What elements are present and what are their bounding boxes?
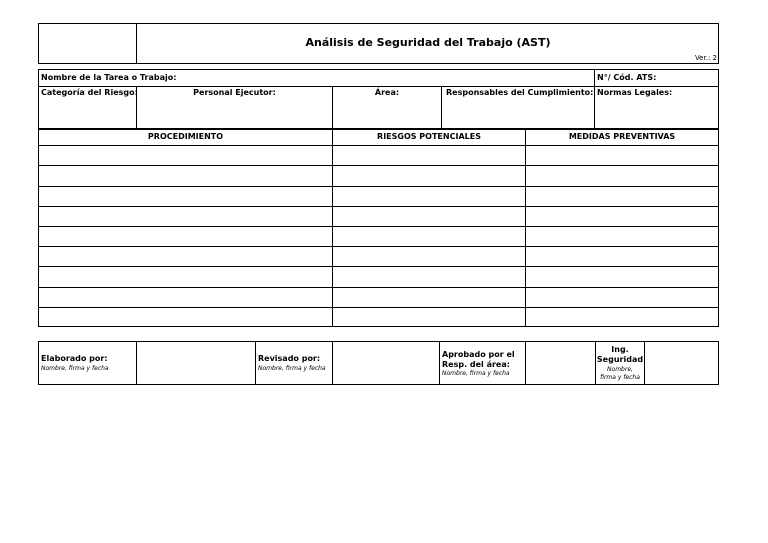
column-header-measures: MEDIDAS PREVENTIVAS bbox=[568, 132, 676, 141]
approved-by-hint: Nombre, firma y fecha bbox=[442, 370, 510, 377]
safety-engineer-hint-line2: firma y fecha bbox=[600, 374, 640, 381]
safety-engineer-label-line2: Seguridad bbox=[596, 355, 644, 364]
executor-label: Personal Ejecutor: bbox=[193, 88, 276, 97]
prepared-by-hint: Nombre, firma y fecha bbox=[41, 365, 109, 372]
area-label: Área: bbox=[374, 88, 400, 97]
safety-engineer-label-line1: Ing. bbox=[611, 345, 629, 354]
task-name-label: Nombre de la Tarea o Trabajo: bbox=[41, 73, 177, 82]
task-info-block bbox=[38, 69, 719, 129]
column-header-procedure: PROCEDIMIENTO bbox=[147, 132, 224, 141]
risk-category-label: Categoría del Riesgo: bbox=[41, 88, 138, 97]
version-label: Ver.: 2 bbox=[694, 54, 717, 62]
responsible-label: Responsables del Cumplimiento: bbox=[446, 88, 594, 97]
procedure-table bbox=[38, 129, 719, 327]
code-label: N°/ Cód. ATS: bbox=[597, 73, 657, 82]
column-header-risks: RIESGOS POTENCIALES bbox=[377, 132, 481, 141]
approved-by-label-line2: Resp. del área: bbox=[442, 360, 510, 369]
prepared-by-label: Elaborado por: bbox=[41, 354, 108, 363]
document-title: Análisis de Seguridad del Trabajo (AST) bbox=[305, 36, 551, 49]
signature-block bbox=[38, 341, 719, 385]
approved-by-label-line1: Aprobado por el bbox=[442, 350, 515, 359]
safety-engineer-hint-line1: Nombre, bbox=[607, 366, 633, 373]
logo-cell bbox=[38, 23, 137, 64]
reviewed-by-label: Revisado por: bbox=[258, 354, 321, 363]
legal-norms-label: Normas Legales: bbox=[597, 88, 673, 97]
reviewed-by-hint: Nombre, firma y fecha bbox=[258, 365, 326, 372]
